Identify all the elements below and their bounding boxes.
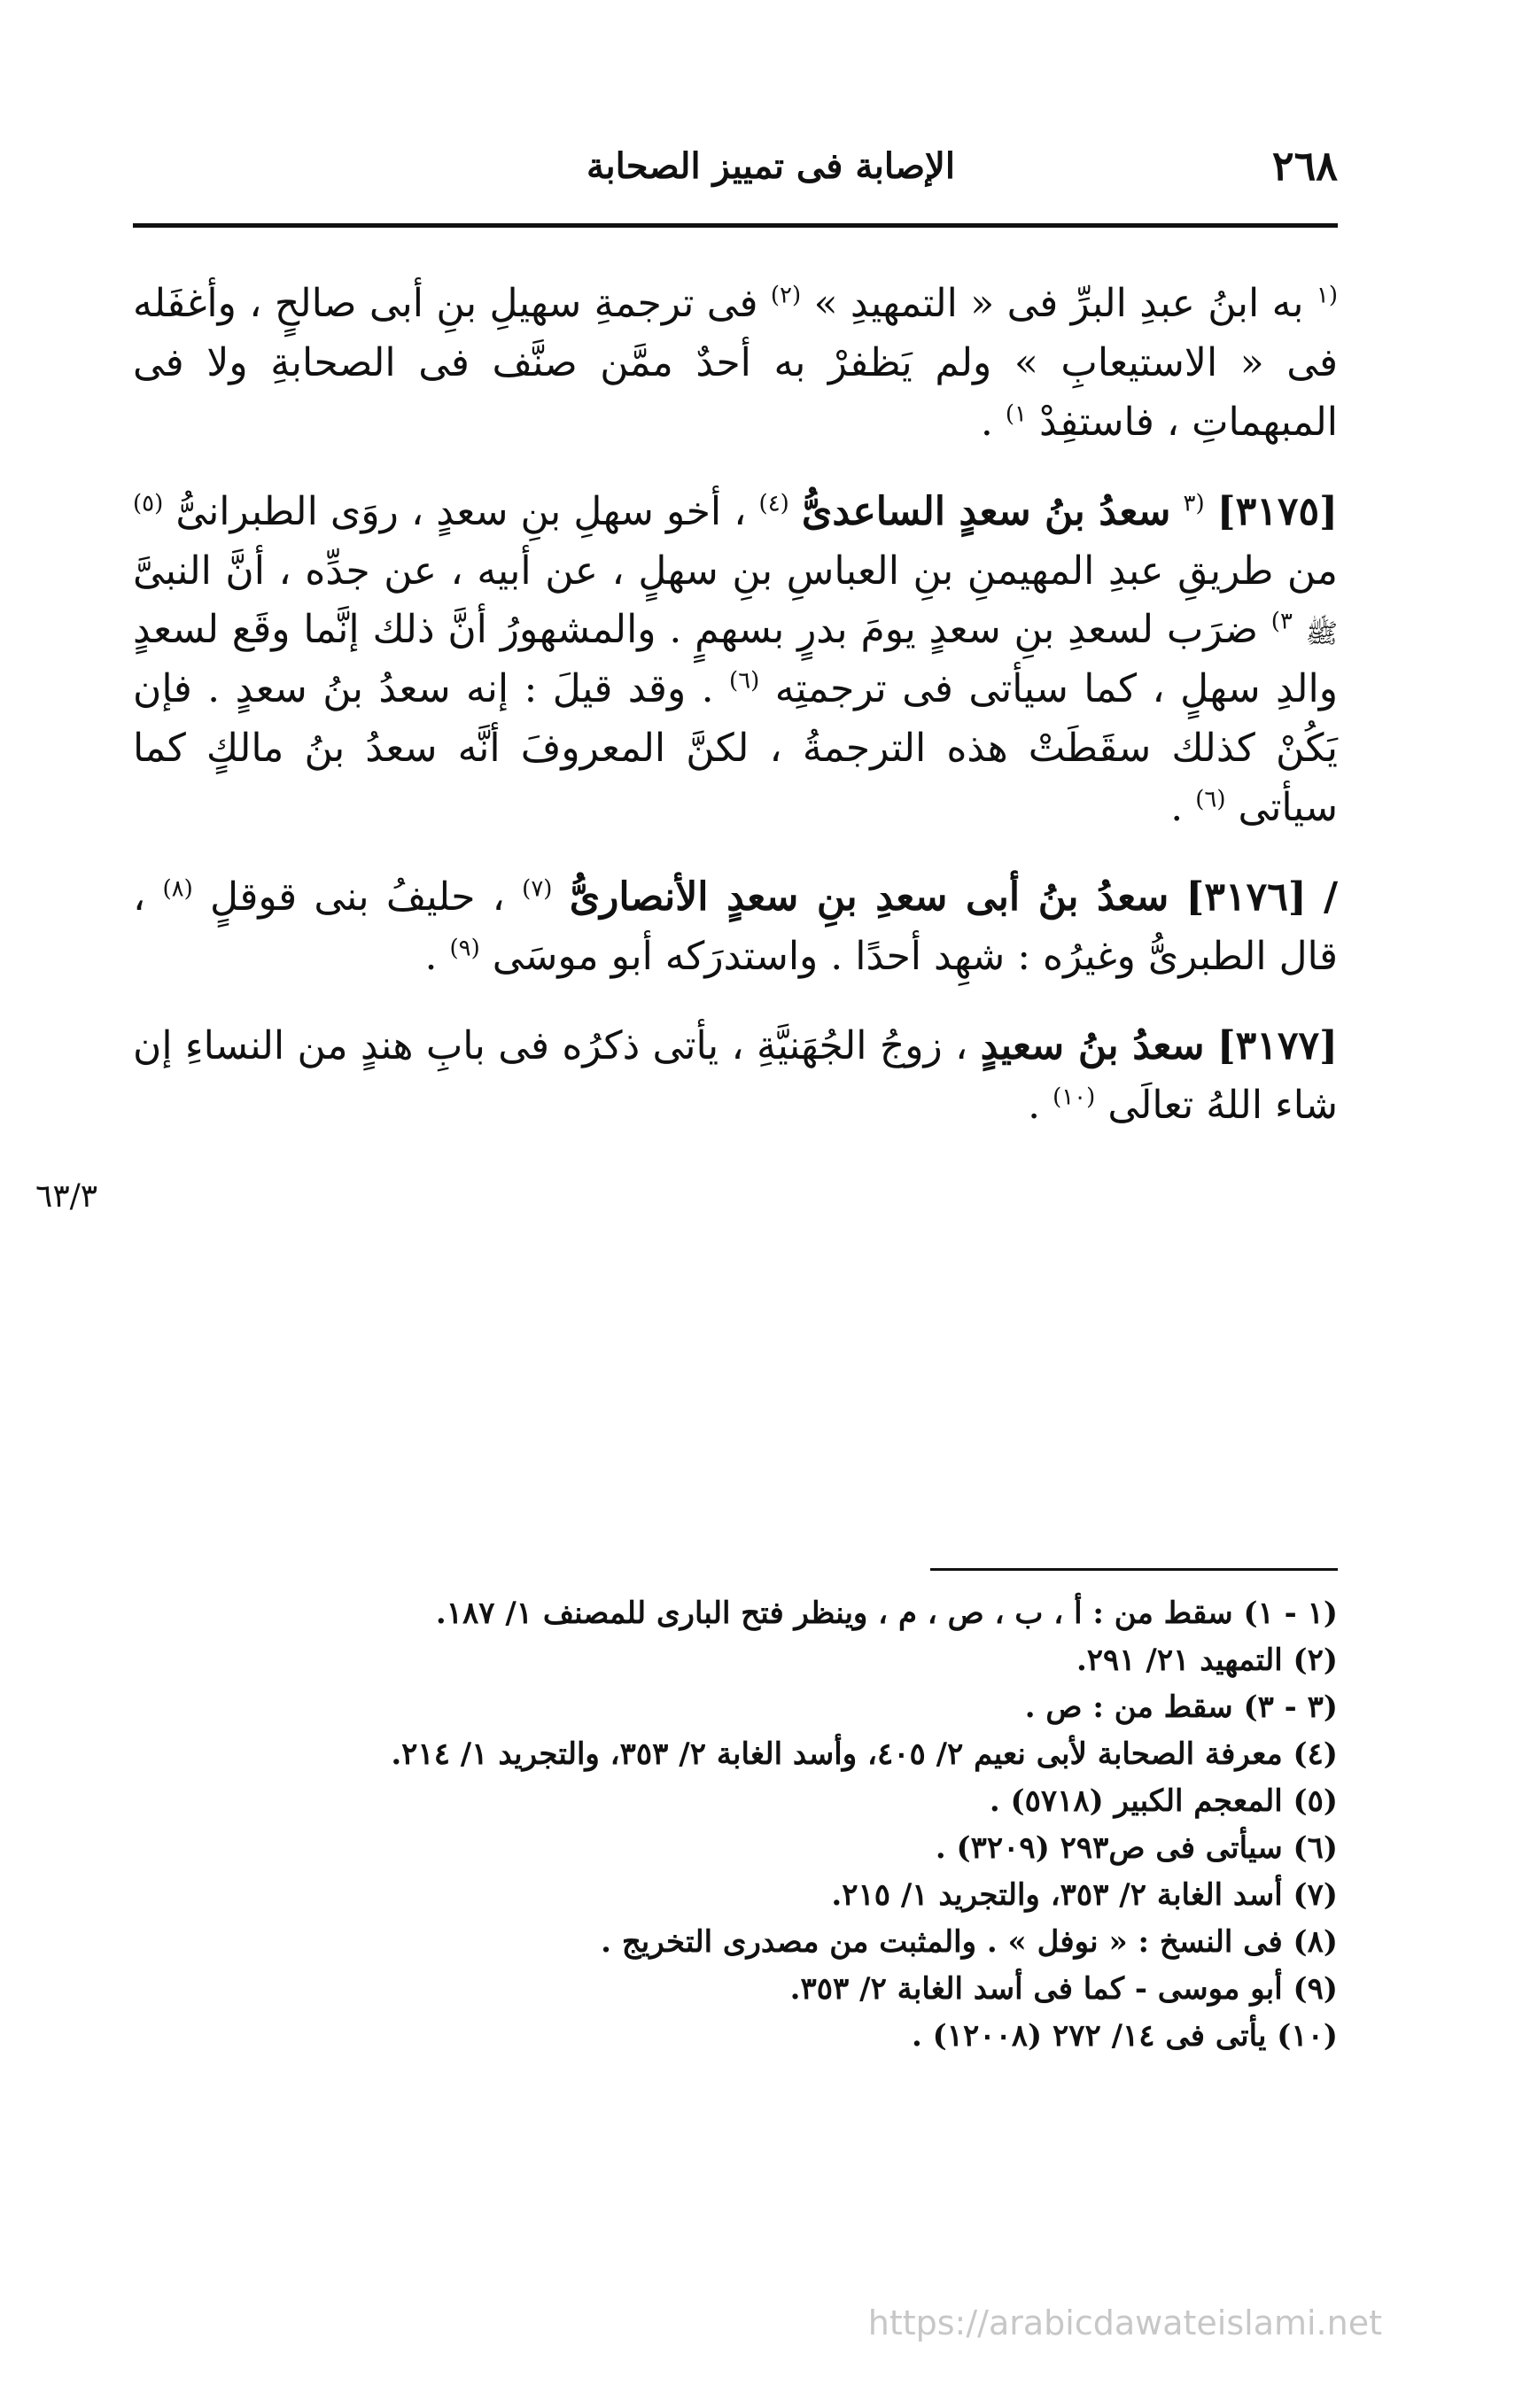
header-rule xyxy=(133,223,1338,228)
paragraph-text: ، زوجُ الجُهَنيَّةِ ، يأتى ذكرُه فى بابِ هندٍ من النساءِ إن شاء اللهُ تعالَى xyxy=(133,1022,1338,1128)
entry-number: [٣١٧٧] xyxy=(1216,1022,1338,1068)
entry-3176 xyxy=(133,868,1338,987)
paragraph-end: . xyxy=(1028,1082,1041,1128)
page-break-slash: / xyxy=(1323,874,1339,920)
paragraph-text: من طريقِ عبدِ المهيمنِ بنِ العباسِ بنِ سهلٍ ، عن أبيه ، عن جدِّه ، أنَّ النبىَّ xyxy=(133,548,1338,594)
footnote-marker: (٣ xyxy=(1183,489,1205,517)
footnote-9: (٩) أبو موسى - كما فى أسد الغابة ٢/ ٣٥٣. xyxy=(789,1971,1338,2007)
entry-3177 xyxy=(133,1017,1338,1136)
footnote-marker: ٣) xyxy=(1270,608,1293,635)
running-title: الإصابة فى تمييز الصحابة xyxy=(586,145,955,187)
entry-name: سعدُ بنُ أبى سعدِ بنِ سعدٍ الأنصارىُّ xyxy=(569,874,1169,920)
page-number: ٢٦٨ xyxy=(1271,142,1338,190)
paragraph-text: . وقد قيلَ : إنه سعدُ بنُ سعدٍ . فإن يَكُنْ كذلك سقَطَتْ هذه الترجمةُ ، لكنَّ المعروفَ أنَّه سعدُ بنُ مالكٍ كما سيأتى xyxy=(133,666,1338,830)
paragraph-text: ضرَب لسعدِ بنِ سعدٍ يومَ بدرٍ بسهمٍ . والمشهورُ أنَّ ذلك إنَّما وقَع لسعدٍ والدِ سهلٍ ، كما سيأتى فى ترجمتِه xyxy=(133,607,1338,712)
paragraph-text: ، حليفُ بنى قوقلٍ xyxy=(210,874,505,920)
source-watermark: https://arabicdawateislami.net xyxy=(867,2303,1382,2342)
running-header xyxy=(133,142,1338,204)
paragraph-end: . xyxy=(1170,785,1184,830)
footnote-marker: (٦) xyxy=(729,667,760,695)
entry-name: سعدُ بنُ سعيدٍ xyxy=(980,1022,1205,1068)
paragraph-text: ، قال الطبرىُّ وغيرُه : شهِد أحدًا . واستدرَكه أبو موسَى xyxy=(133,874,1338,979)
entry-number: [٣١٧٦] xyxy=(1185,874,1307,920)
footnote-1: (١ - ١) سقط من : أ ، ب ، ص ، م ، وينظر فتح البارى للمصنف ١/ ١٨٧. xyxy=(435,1596,1338,1631)
paragraph-continuation xyxy=(133,275,1338,453)
paragraph-text: ، أخو سهلِ بنِ سعدٍ ، روَى الطبرانىُّ xyxy=(175,488,747,534)
footnote-marker: (٦) xyxy=(1195,786,1226,813)
paragraph-end: . xyxy=(424,933,438,979)
footnote-marker: (٨) xyxy=(162,875,193,903)
footnote-3: (٣ - ٣) سقط من : ص . xyxy=(1024,1689,1338,1725)
paragraph-end: . xyxy=(980,399,993,445)
footnote-marker: (٥) xyxy=(133,489,164,517)
footnote-10: (١٠) يأتى فى ١٤/ ٢٧٢ (١٢٠٠٨) . xyxy=(911,2018,1338,2054)
footnote-8: (٨) فى النسخ : « نوفل » . والمثبت من مصدرى التخريج . xyxy=(601,1924,1338,1960)
footnote-marker: (١ xyxy=(1316,282,1338,309)
entry-number: [٣١٧٥] xyxy=(1216,488,1338,534)
footnote-marker: (١٠) xyxy=(1053,1083,1096,1110)
footnote-2: (٢) التمهيد ٢١/ ٢٩١. xyxy=(1076,1643,1338,1678)
entry-3175 xyxy=(133,483,1338,838)
paragraph-text: به ابنُ عبدِ البرِّ فى « التمهيدِ » xyxy=(813,281,1304,326)
footnote-separator xyxy=(930,1568,1338,1571)
footnote-4: (٤) معرفة الصحابة لأبى نعيم ٢/ ٤٠٥، وأسد الغابة ٢/ ٣٥٣، والتجريد ١/ ٢١٤. xyxy=(391,1736,1338,1772)
paragraph-text: فى ترجمةِ سهيلِ بنِ أبى صالحٍ ، وأغفَله فى « الاستيعابِ » ولم يَظفرْ به أحدٌ ممَّن صنَّف فى الصحابةِ ولا فى المبهماتِ ، فاستفِدْ xyxy=(133,281,1338,445)
footnotes xyxy=(133,1590,1338,2060)
footnote-marker: (٧) xyxy=(522,875,553,903)
footnote-marker: (٩) xyxy=(449,935,480,962)
entry-name: سعدُ بنُ سعدٍ الساعدىُّ xyxy=(801,488,1171,534)
footnote-5: (٥) المعجم الكبير (٥٧١٨) . xyxy=(989,1783,1338,1819)
salawat-ligature: ﷺ xyxy=(1305,618,1338,650)
footnote-7: (٧) أسد الغابة ٢/ ٣٥٣، والتجريد ١/ ٢١٥. xyxy=(831,1877,1338,1913)
footnote-marker: (٢) xyxy=(770,282,802,309)
margin-volume-reference: ٦٣/٣ xyxy=(35,1178,98,1215)
footnote-marker: (٤) xyxy=(758,489,789,517)
main-text xyxy=(133,275,1338,1165)
footnote-marker: ١) xyxy=(1005,400,1027,428)
footnote-6: (٦) سيأتى فى ص٢٩٣ (٣٢٠٩) . xyxy=(935,1830,1338,1866)
